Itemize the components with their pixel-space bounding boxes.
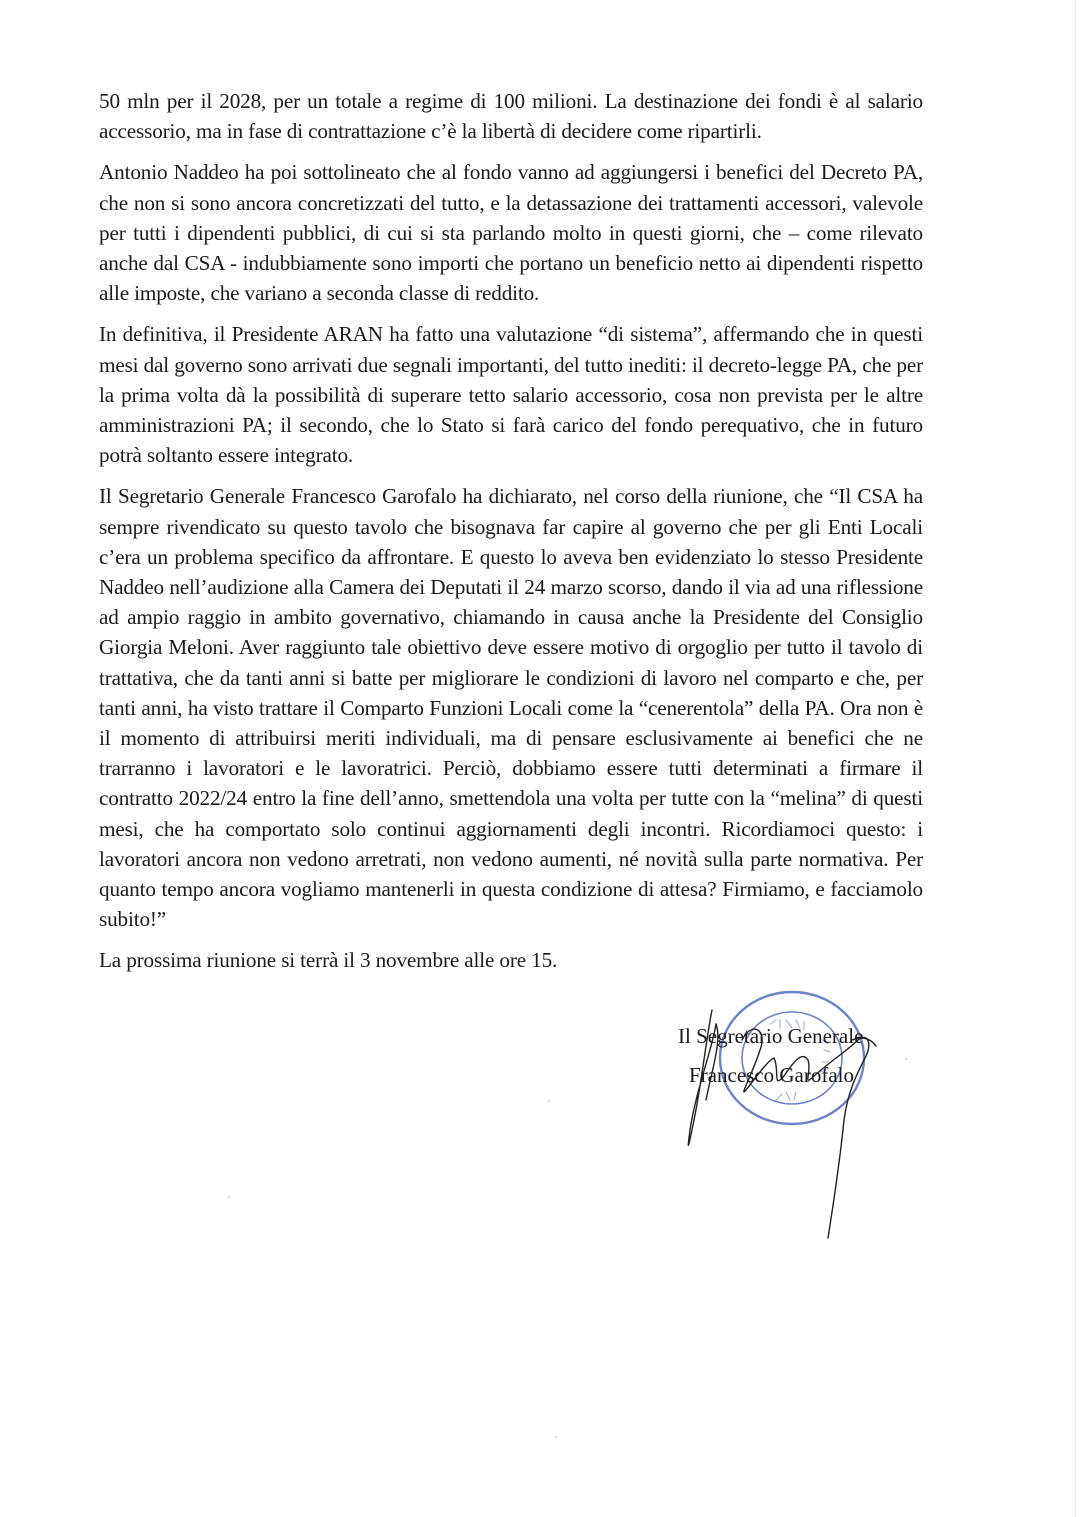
signatory-name: Francesco Garofalo [689,1063,855,1087]
scan-speck [228,1196,230,1198]
signature-block [672,980,932,1260]
scan-speck [548,1100,550,1102]
paragraph-funding: 50 mln per il 2028, per un totale a regime di 100 milioni. La destinazione dei fondi è al salario accessorio, ma in fase di contrattazione c’è la libertà di decidere come ripartirli. [99,89,923,144]
handwritten-signature-icon [672,980,932,1260]
paragraph-aran-evaluation: In definitiva, il Presidente ARAN ha fatto una valutazione “di sistema”, affermando che in questi mesi dal governo sono arrivati due segnali importanti, del tutto inediti: il decreto-legge PA, che per la prima volta dà la possibilità di superare tetto salario accessorio, cosa non prevista per le altre amministrazioni PA; il secondo, che lo Stato si farà carico del fondo perequativo, che in futuro potrà soltanto essere integrato. [99,322,923,468]
scan-speck [555,1436,557,1438]
scan-edge [1075,0,1076,1517]
signatory-title: Il Segretario Generale [678,1024,864,1048]
paragraph-naddeo: Antonio Naddeo ha poi sottolineato che al fondo vanno ad aggiungersi i benefici del Decreto PA, che non si sono ancora concretizzati del tutto, e la detassazione dei trattamenti accessori, valevole per tutti i dipendenti pubblici, di cui si sta parlando molto in questi giorni, che – come rilevato anche dal CSA - indubbiamente sono importi che portano un beneficio netto ai dipendenti rispetto alle imposte, che variano a seconda classe di reddito. [99,160,923,306]
letter-body [99,86,923,987]
next-meeting-note: La prossima riunione si terrà il 3 novembre alle ore 15. [99,948,558,973]
paragraph-garofalo-statement: Il Segretario Generale Francesco Garofalo ha dichiarato, nel corso della riunione, che “Il CSA ha sempre rivendicato su questo tavolo che bisognava far capire al governo che per gli Enti Locali c’era un problema specifico da affrontare. E questo lo aveva ben evidenziato lo stesso Presidente Naddeo nell’audizione alla Camera dei Deputati il 24 marzo scorso, dando il via ad una riflessione ad ampio raggio in ambito governativo, chiamando in causa anche la Presidente del Consiglio Giorgia Meloni. Aver raggiunto tale obiettivo deve essere motivo di orgoglio per tutto il tavolo di trattativa, che da tanti anni si batte per migliorare le condizioni di lavoro nel comparto e che, per tanti anni, ha visto trattare il Comparto Funzioni Locali come la “cenerentola” della PA. Ora non è il momento di attribuirsi meriti individuali, ma di pensare esclusivamente ai benefici che ne trarranno i lavoratori e le lavoratrici. Perciò, dobbiamo essere tutti determinati a firmare il contratto 2022/24 entro la fine dell’anno, smettendola una volta per tutte con la “melina” di questi mesi, che ha comportato solo continui aggiornamenti degli incontri. Ricordiamoci questo: i lavoratori ancora non vedono arretrati, non vedono aumenti, né novità sulla parte normativa. Per quanto tempo ancora vogliamo mantenerli in questa condizione di attesa? Firmiamo, e facciamolo subito!” [99,484,923,932]
